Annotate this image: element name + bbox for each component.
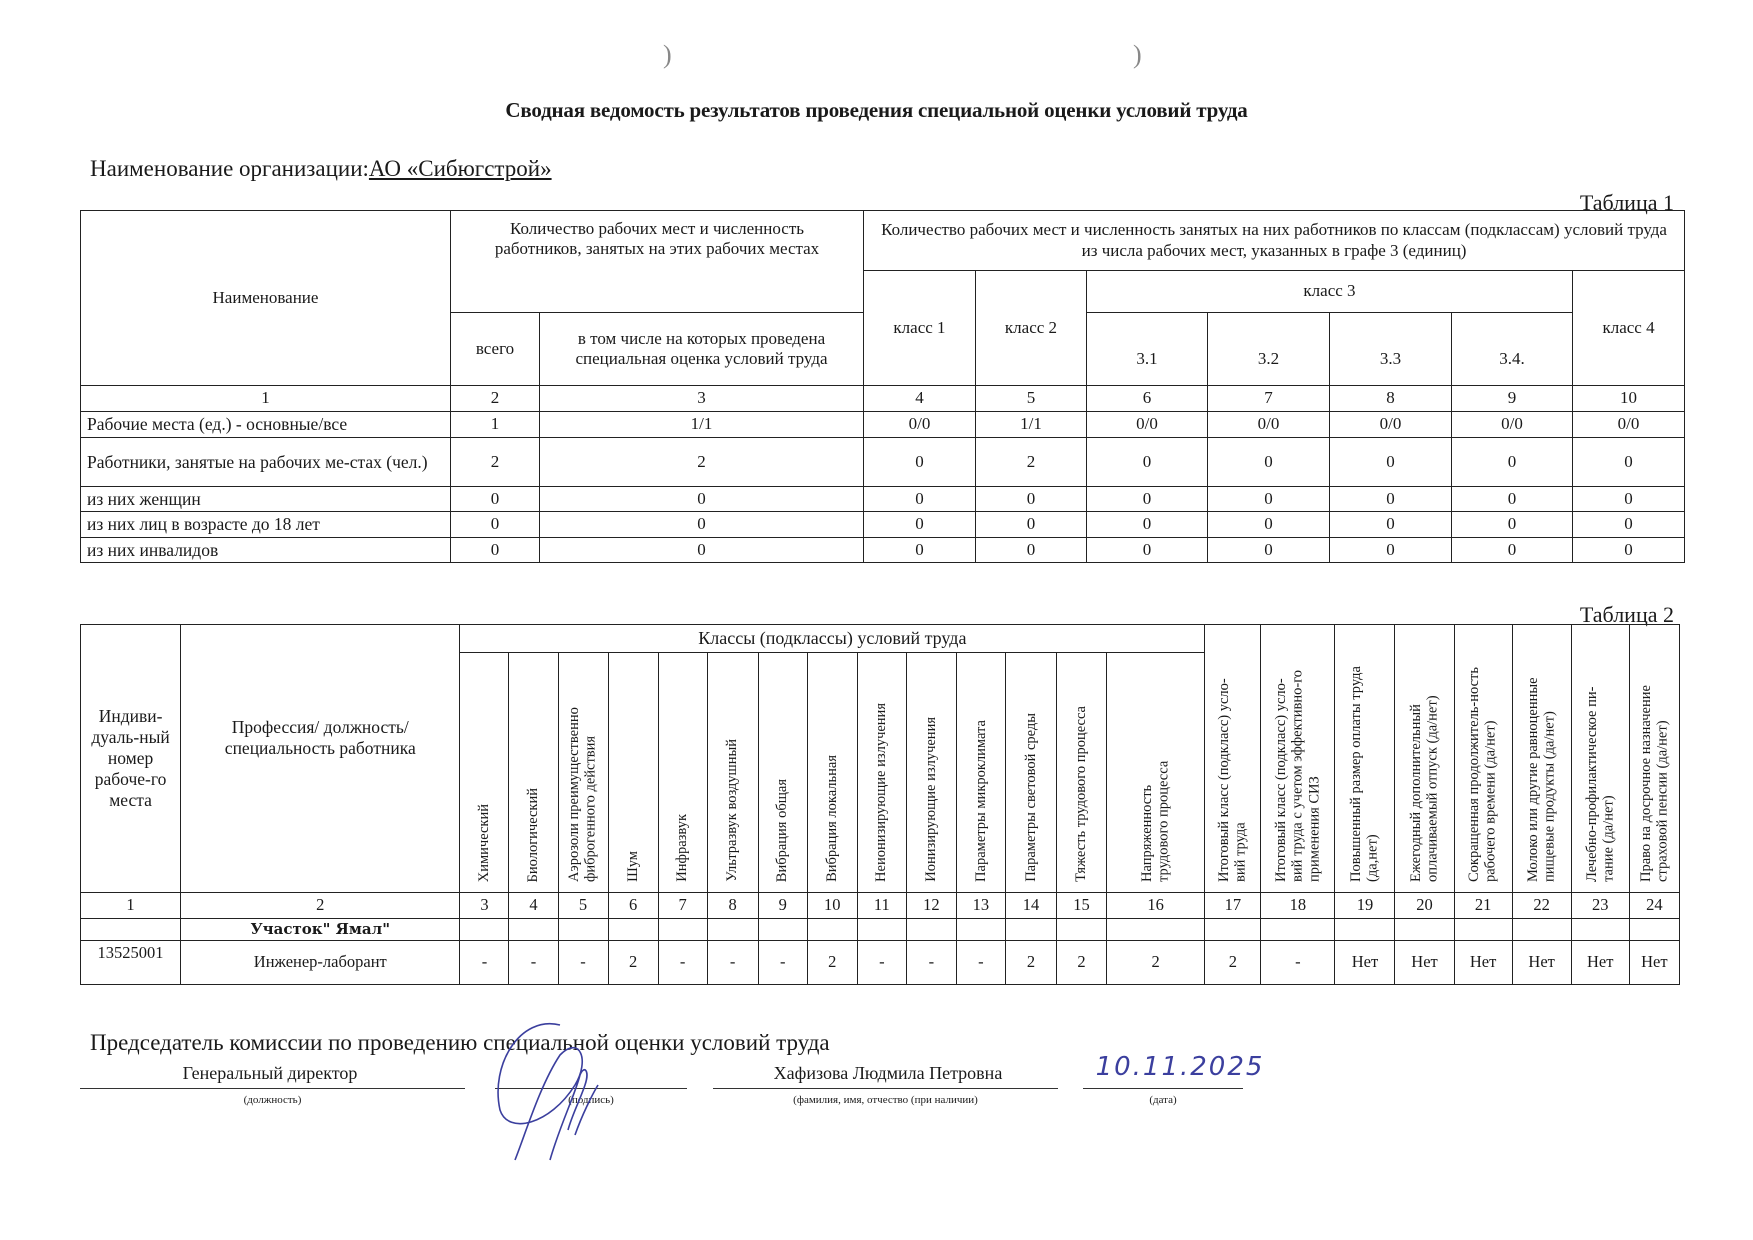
cell: 1/1: [540, 412, 864, 438]
cell: 0: [1452, 438, 1573, 487]
col-num: 7: [658, 892, 707, 918]
header-factor: Химический: [460, 653, 509, 893]
header-class3-4: 3.4.: [1452, 313, 1573, 386]
table-row: [81, 538, 1685, 563]
header-factor: Вибрация локальная: [807, 653, 857, 893]
summary-table-2: [80, 624, 1680, 985]
col-num: 1: [81, 892, 181, 918]
header-total: всего: [451, 313, 540, 386]
cell: 0/0: [864, 412, 976, 438]
empty-cell: [1395, 918, 1454, 940]
header-factor: Шум: [608, 653, 658, 893]
cell: 0: [1452, 487, 1573, 512]
header-milk: Молоко или другие равноценные пищевые продукты (да/нет): [1512, 625, 1571, 893]
header-classes-group: Классы (подклассы) условий труда: [460, 625, 1205, 653]
col-num: 3: [460, 892, 509, 918]
header-factor: Инфразвук: [658, 653, 707, 893]
cell: -: [707, 940, 758, 984]
position-line: [80, 1088, 465, 1089]
cell: 0: [864, 438, 976, 487]
header-increased-pay: Повышенный размер оплаты труда (да,нет): [1335, 625, 1395, 893]
header-factor: Напряженность трудового процесса: [1107, 653, 1205, 893]
header-factor: Неионизирующие излучения: [857, 653, 906, 893]
col-num: 8: [707, 892, 758, 918]
cell: -: [906, 940, 956, 984]
full-name-caption: (фамилия, имя, отчество (при наличии): [793, 1094, 978, 1106]
empty-cell: [608, 918, 658, 940]
empty-cell: [558, 918, 608, 940]
col-num: 9: [758, 892, 807, 918]
col-num: 13: [956, 892, 1005, 918]
column-numbers-row: [81, 892, 1680, 918]
profession: Инженер-лаборант: [181, 940, 460, 984]
empty-cell: [1205, 918, 1261, 940]
col-num: 11: [857, 892, 906, 918]
empty-cell: [906, 918, 956, 940]
col-num: 5: [558, 892, 608, 918]
cell: 0: [1330, 438, 1452, 487]
cell: 0: [1573, 438, 1685, 487]
col-num: 5: [976, 386, 1087, 412]
header-factor: Вибрация общая: [758, 653, 807, 893]
header-class4: класс 4: [1573, 271, 1685, 386]
cell: Нет: [1454, 940, 1512, 984]
col-num: 10: [807, 892, 857, 918]
summary-table-1: [80, 210, 1685, 563]
cell: Нет: [1629, 940, 1679, 984]
col-num: 4: [864, 386, 976, 412]
col-num: 10: [1573, 386, 1685, 412]
header-class3-2: 3.2: [1208, 313, 1330, 386]
col-num: 18: [1261, 892, 1335, 918]
document-title: Сводная ведомость результатов проведения специальной оценки условий труда: [505, 98, 1248, 122]
empty-cell: [1005, 918, 1056, 940]
position-caption: (должность): [243, 1094, 302, 1106]
col-num: 24: [1629, 892, 1679, 918]
header-factor: Тяжесть трудового процесса: [1056, 653, 1106, 893]
col-num: 17: [1205, 892, 1261, 918]
row-name: из них женщин: [81, 487, 451, 512]
row-name: Работники, занятые на рабочих ме-стах (чел.): [81, 438, 451, 487]
col-num: 8: [1330, 386, 1452, 412]
col-num: 16: [1107, 892, 1205, 918]
cell: 0: [451, 538, 540, 563]
header-workplace-id: Индиви-дуаль-ный номер рабоче-го места: [81, 625, 181, 893]
cell: 2: [608, 940, 658, 984]
empty-cell: [509, 918, 558, 940]
cell: 0: [1330, 512, 1452, 538]
cell: 2: [807, 940, 857, 984]
header-reduced-hours: Сокращенная продолжитель-ность рабочего времени (да/нет): [1454, 625, 1512, 893]
cell: 0/0: [1573, 412, 1685, 438]
header-name: Наименование: [81, 211, 451, 386]
col-num: 15: [1056, 892, 1106, 918]
date-caption: (дата): [1149, 1094, 1177, 1106]
col-num: 6: [608, 892, 658, 918]
cell: Нет: [1395, 940, 1454, 984]
cell: 2: [540, 438, 864, 487]
section-name: Участок" Ямал": [181, 918, 460, 940]
organization-label: Наименование организации:: [90, 156, 369, 181]
cell: 0: [864, 538, 976, 563]
header-factor: Ультразвук воздушный: [707, 653, 758, 893]
cell: 2: [1005, 940, 1056, 984]
full-name-value: Хафизова Людмила Петровна: [773, 1063, 1003, 1083]
header-final-class: Итоговый класс (подкласс) усло-вий труда: [1205, 625, 1261, 893]
header-class3-1: 3.1: [1087, 313, 1208, 386]
header-final-class-siz: Итоговый класс (подкласс) усло-вий труда с учетом эффективно-го применения СИЗ: [1261, 625, 1335, 893]
cell: 0: [1573, 487, 1685, 512]
empty-cell: [1512, 918, 1571, 940]
cell: 2: [1056, 940, 1106, 984]
empty-cell: [1571, 918, 1629, 940]
header-class3-3: 3.3: [1330, 313, 1452, 386]
row-name: Рабочие места (ед.) - основные/все: [81, 412, 451, 438]
header-extra-leave: Ежегодный дополнительный оплачиваемый отпуск (да/нет): [1395, 625, 1454, 893]
cell: -: [758, 940, 807, 984]
header-profession: Профессия/ должность/ специальность работника: [181, 625, 460, 893]
col-num: 19: [1335, 892, 1395, 918]
cell: 0: [1573, 512, 1685, 538]
cell: 1: [451, 412, 540, 438]
workplace-id: 13525001: [81, 940, 181, 984]
cell: 0: [451, 512, 540, 538]
header-by-classes: Количество рабочих мест и численность занятых на них работников по классам (подклассам) условий труда из числа рабочих мест, указанных в графе 3 (единиц): [864, 211, 1685, 271]
cell: 0: [1573, 538, 1685, 563]
cell: 0: [540, 487, 864, 512]
cell: 0: [1087, 438, 1208, 487]
header-factor: Биологический: [509, 653, 558, 893]
empty-cell: [1454, 918, 1512, 940]
organization-name: АО «Сибюгстрой»: [368, 156, 552, 181]
table-row: [81, 438, 1685, 487]
empty-cell: [1261, 918, 1335, 940]
cell: 2: [451, 438, 540, 487]
table1-label: Таблица 1: [1579, 190, 1674, 215]
empty-cell: [857, 918, 906, 940]
col-num: 2: [181, 892, 460, 918]
cell: 0/0: [1330, 412, 1452, 438]
col-num: 21: [1454, 892, 1512, 918]
empty-cell: [1629, 918, 1679, 940]
cell: 0: [976, 487, 1087, 512]
cell: 0: [864, 512, 976, 538]
cell: 0: [1208, 438, 1330, 487]
col-num: 23: [1571, 892, 1629, 918]
cell: 0/0: [1452, 412, 1573, 438]
cell: 0: [1087, 512, 1208, 538]
table-row: [81, 512, 1685, 538]
section-row: [81, 918, 1680, 940]
empty-cell: [1056, 918, 1106, 940]
cell: 0: [1452, 538, 1573, 563]
cell: -: [1261, 940, 1335, 984]
row-name: из них инвалидов: [81, 538, 451, 563]
cell: 0: [1087, 538, 1208, 563]
header-factor: Параметры световой среды: [1005, 653, 1056, 893]
cell: 2: [1107, 940, 1205, 984]
col-num: 4: [509, 892, 558, 918]
header-factor: Аэрозоли преимущественно фиброгенного действия: [558, 653, 608, 893]
cell: 0: [1208, 487, 1330, 512]
col-num: 2: [451, 386, 540, 412]
empty-cell: [460, 918, 509, 940]
full-name-line: [713, 1088, 1058, 1089]
cell: Нет: [1571, 940, 1629, 984]
cell: 0: [1208, 512, 1330, 538]
cell: -: [509, 940, 558, 984]
cell: 0: [540, 512, 864, 538]
cell: -: [460, 940, 509, 984]
cell: 0: [976, 538, 1087, 563]
col-num: 22: [1512, 892, 1571, 918]
column-numbers-row: [81, 386, 1685, 412]
header-factor: Ионизирующие излучения: [906, 653, 956, 893]
table-row: [81, 412, 1685, 438]
cell: 0: [1330, 538, 1452, 563]
cell: 0: [976, 512, 1087, 538]
empty-cell: [707, 918, 758, 940]
header-early-pension: Право на досрочное назначение страховой пенсии (да/нет): [1629, 625, 1679, 893]
empty-cell: [807, 918, 857, 940]
empty-cell: [758, 918, 807, 940]
cell: 0: [540, 538, 864, 563]
cell: -: [558, 940, 608, 984]
cell: Нет: [1335, 940, 1395, 984]
position-value: Генеральный директор: [182, 1063, 358, 1083]
col-num: 6: [1087, 386, 1208, 412]
header-class3: класс 3: [1087, 271, 1573, 313]
col-num: 20: [1395, 892, 1454, 918]
empty-cell: [1335, 918, 1395, 940]
date-line: [1083, 1088, 1243, 1089]
chair-label: Председатель комиссии по проведению специальной оценки условий труда: [90, 1030, 830, 1055]
header-class2: класс 2: [976, 271, 1087, 386]
table2-label: Таблица 2: [1579, 602, 1674, 627]
scan-mark-right: ): [1133, 40, 1142, 69]
col-num: 12: [906, 892, 956, 918]
scan-mark-left: ): [663, 40, 672, 69]
cell: Нет: [1512, 940, 1571, 984]
empty-cell: [956, 918, 1005, 940]
cell: 2: [976, 438, 1087, 487]
header-therapeutic-food: Лечебно-профилактическое пи-тание (да/нет): [1571, 625, 1629, 893]
col-num: 3: [540, 386, 864, 412]
empty-cell: [81, 918, 181, 940]
cell: 0: [1330, 487, 1452, 512]
cell: 0: [864, 487, 976, 512]
header-factor: Параметры микроклимата: [956, 653, 1005, 893]
header-assessed: в том числе на которых проведена специальная оценка условий труда: [540, 313, 864, 386]
signature-caption: (подпись): [568, 1094, 614, 1106]
cell: 1/1: [976, 412, 1087, 438]
cell: 0: [1452, 512, 1573, 538]
organization-line: [90, 156, 558, 182]
date-value: 10.11.2025: [1095, 1052, 1265, 1082]
empty-cell: [1107, 918, 1205, 940]
cell: -: [857, 940, 906, 984]
cell: -: [956, 940, 1005, 984]
table-row: [81, 487, 1685, 512]
col-num: 14: [1005, 892, 1056, 918]
header-workplaces-count: Количество рабочих мест и численность работников, занятых на этих рабочих местах: [451, 211, 864, 313]
cell: -: [658, 940, 707, 984]
cell: 0: [451, 487, 540, 512]
table-row: [81, 940, 1680, 984]
cell: 0/0: [1208, 412, 1330, 438]
handwritten-signature-icon: [480, 1015, 640, 1165]
row-name: из них лиц в возрасте до 18 лет: [81, 512, 451, 538]
cell: 0: [1087, 487, 1208, 512]
cell: 0/0: [1087, 412, 1208, 438]
col-num: 1: [81, 386, 451, 412]
empty-cell: [658, 918, 707, 940]
col-num: 9: [1452, 386, 1573, 412]
cell: 2: [1205, 940, 1261, 984]
col-num: 7: [1208, 386, 1330, 412]
header-class1: класс 1: [864, 271, 976, 386]
cell: 0: [1208, 538, 1330, 563]
